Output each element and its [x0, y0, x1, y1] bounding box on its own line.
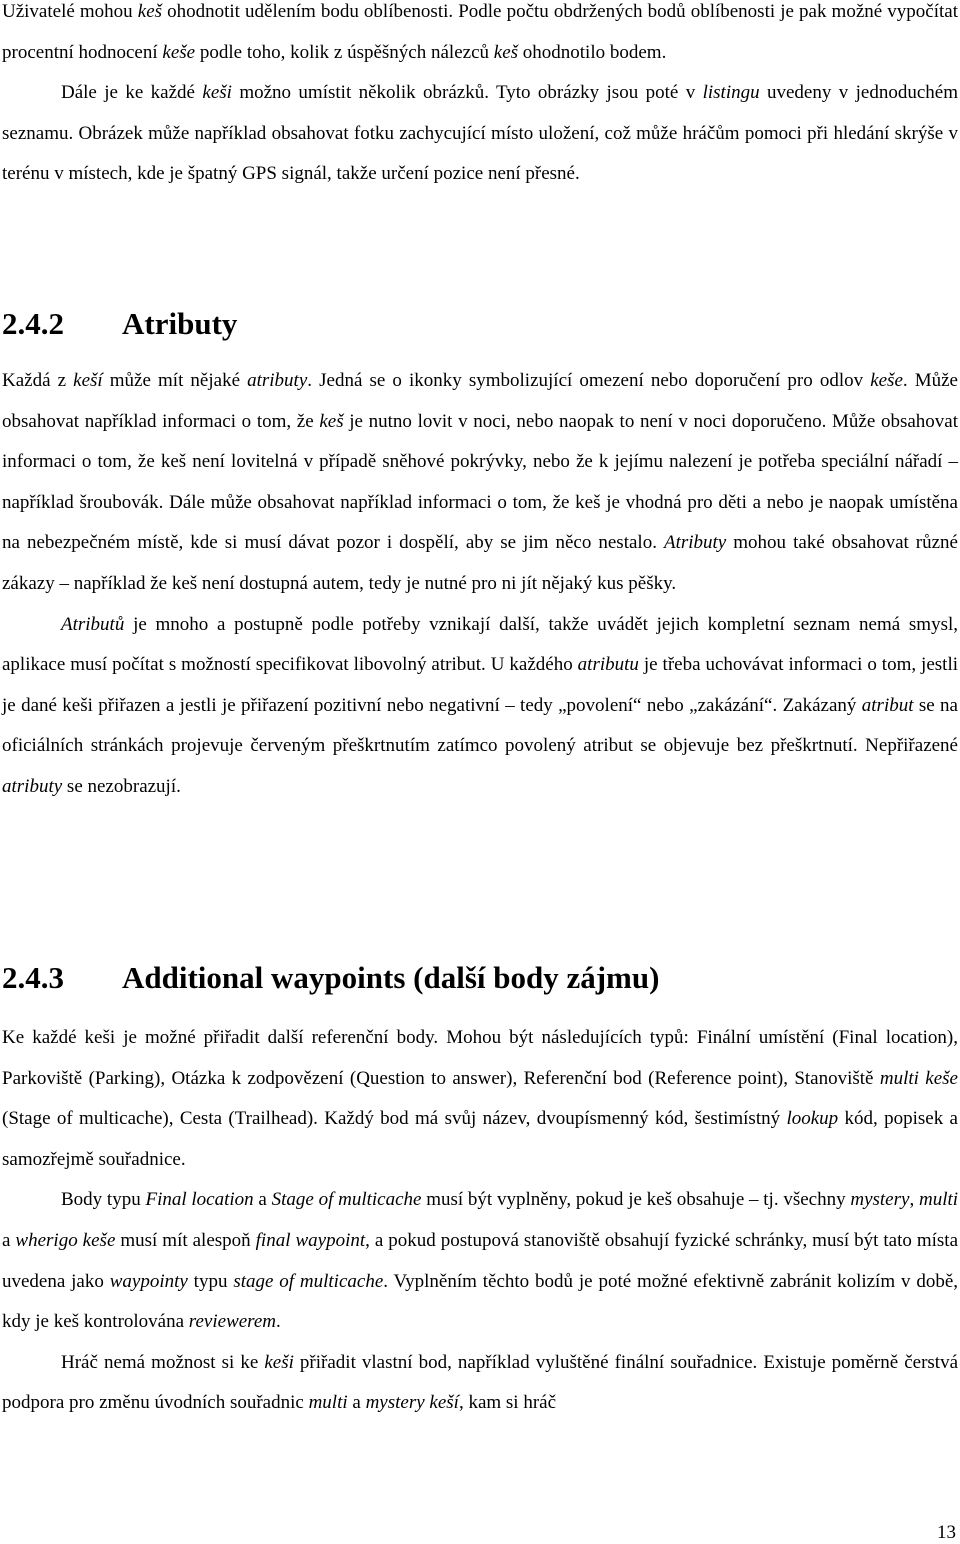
text-run: a [2, 1229, 16, 1251]
text-run: ohodnotilo bodem. [518, 41, 667, 63]
intro-text [2, 0, 958, 195]
italic-term: mystery [850, 1189, 910, 1211]
italic-term: keš [319, 410, 344, 432]
text-run: mohou také obsahovat různé zákazy – například že keš není dostupná autem, tedy je nutné pro ni jít nějaký kus pěšky. [2, 532, 958, 594]
text-run: . Vyplněním těchto bodů je poté možné efektivně zabránit kolizím v době, kdy je keš kontrolována [2, 1270, 959, 1333]
italic-term: keši [202, 82, 232, 104]
text-run: . Jedná se o ikonky symbolizující omezení nebo doporučení pro odlov [307, 370, 871, 391]
text-run: , [909, 1189, 919, 1211]
italic-term: stage of multicache [233, 1270, 384, 1292]
italic-term: listingu [702, 82, 760, 104]
italic-term: atributy [247, 370, 308, 391]
italic-term: multi keše [879, 1067, 958, 1089]
text-run: se na oficiálních stránkách projevuje červeným přeškrtnutím zatímco povolený atribut se objevuje bez přeškrtnutí. Nepřiřazené [2, 694, 958, 757]
text-run: Body typu [61, 1189, 146, 1211]
text-run: se nezobrazují. [62, 775, 181, 797]
section-heading-2-4-2 [2, 304, 958, 344]
text-run: , kam si hráč [458, 1392, 557, 1414]
text-run: možno umístit několik obrázků. Tyto obrázky jsou poté v [231, 82, 703, 104]
text-run: uvedeny v jednoduchém seznamu. Obrázek může například obsahovat fotku zachycující místo uložení, což může hráčům pomoci při hledání skrýše v terénu v místech, kde je špatný GPS signál, takže určení pozice není přesné. [2, 82, 959, 185]
italic-term: final waypoint [255, 1229, 366, 1251]
italic-term: waypointy [109, 1270, 188, 1292]
paragraph [2, 1343, 958, 1424]
section-title: Additional waypoints (další body zájmu) [122, 960, 660, 995]
italic-term: atributu [577, 654, 639, 676]
italic-term: multi [918, 1189, 959, 1211]
paragraph [2, 605, 958, 808]
text-run: a [347, 1392, 366, 1414]
paragraph [2, 0, 958, 73]
text-run: je třeba uchovávat informaci o tom, jestli je dané keši přiřazen a jestli je přiřazení pozitivní nebo negativní – tedy „povolení“ nebo „zakázání“. Zakázaný [2, 654, 958, 716]
text-run: , a pokud postupová stanoviště obsahují fyzické schránky, musí být tato místa uvedena jako [2, 1229, 959, 1292]
page-number: 13 [937, 1522, 956, 1543]
italic-term: lookup [786, 1108, 839, 1130]
text-run: Hráč nemá možnost si ke [61, 1351, 265, 1373]
paragraph [2, 1180, 958, 1342]
text-run: ohodnotit udělením bodu oblíbenosti. Podle počtu obdržených bodů oblíbenosti je pak možné vypočítat procentní hodnocení [2, 1, 958, 63]
text-run: Dále je ke každé [61, 82, 203, 104]
italic-term: keš [137, 1, 163, 22]
italic-term: keší [73, 370, 103, 391]
text-run: může mít nějaké [102, 370, 248, 391]
italic-term: atribut [861, 694, 914, 716]
text-run: Uživatelé mohou [2, 1, 138, 22]
paragraph [2, 1018, 958, 1180]
italic-term: multi [308, 1392, 348, 1414]
italic-term: mystery keší [365, 1392, 459, 1414]
text-run: přiřadit vlastní bod, například vyluštěné finální souřadnice. Existuje poměrně čerstvá podpora pro změnu úvodních souřadnic [2, 1351, 958, 1414]
italic-term: Stage of multicache [271, 1189, 422, 1211]
section-number: 2.4.2 [2, 306, 64, 341]
italic-term: Atributy [663, 532, 727, 554]
waypoints-text [2, 1018, 958, 1424]
text-run: typu [187, 1270, 234, 1292]
italic-term: Final location [145, 1189, 254, 1211]
text-run: . [276, 1311, 281, 1333]
text-run: a [253, 1189, 272, 1211]
text-run: musí být vyplněny, pokud je keš obsahuje – tj. všechny [421, 1189, 851, 1211]
italic-term: keše [870, 370, 903, 391]
text-run: musí mít alespoň [115, 1229, 256, 1251]
italic-term: keše [162, 41, 196, 63]
italic-term: keši [264, 1351, 294, 1373]
text-run: kód, popisek a samozřejmě souřadnice. [2, 1108, 958, 1170]
italic-term: wherigo keše [15, 1229, 116, 1251]
section-heading-2-4-3 [2, 958, 958, 998]
paragraph [2, 73, 958, 195]
italic-term: atributy [2, 775, 63, 797]
text-run: je mnoho a postupně podle potřeby vznikají další, takže uvádět jejich kompletní seznam nemá smysl, aplikace musí počítat s možností specifikovat libovolný atribut. U každého [2, 613, 958, 676]
text-run: je nutno lovit v noci, nebo naopak to není v noci doporučeno. Může obsahovat informaci o tom, že keš není lovitelná v případě sněhové pokrývky, nebo že k jejímu nalezení je potřeba speciální nářadí – například šroubovák. Dále může obsahovat například informaci o tom, že keš je vhodná pro děti a nebo je naopak umístěna na nebezpečném místě, kde si musí dávat pozor i dospělí, aby se jim něco nestalo. [2, 410, 958, 554]
atributy-text [2, 361, 958, 808]
text-run: (Stage of multicache), Cesta (Trailhead). Každý bod má svůj název, dvoupísmenný kód, šestimístný [2, 1108, 787, 1130]
section-number: 2.4.3 [2, 960, 64, 995]
text-run: podle toho, kolik z úspěšných nálezců [195, 41, 494, 63]
section-title: Atributy [122, 306, 238, 341]
italic-term: reviewerem [188, 1311, 277, 1333]
text-run: Ke každé keši je možné přiřadit další referenční body. Mohou být následujících typů: Finální umístění (Final location), Parkoviště (Parking), Otázka k zodpovězení (Question to answer), Referenční bod (Reference point), Stanoviště [2, 1027, 958, 1089]
italic-term: Atributů [61, 613, 125, 635]
paragraph [2, 361, 958, 605]
text-run: . Může obsahovat například informaci o tom, že [2, 370, 958, 432]
text-run: Každá z [2, 370, 74, 391]
italic-term: keš [493, 41, 519, 63]
